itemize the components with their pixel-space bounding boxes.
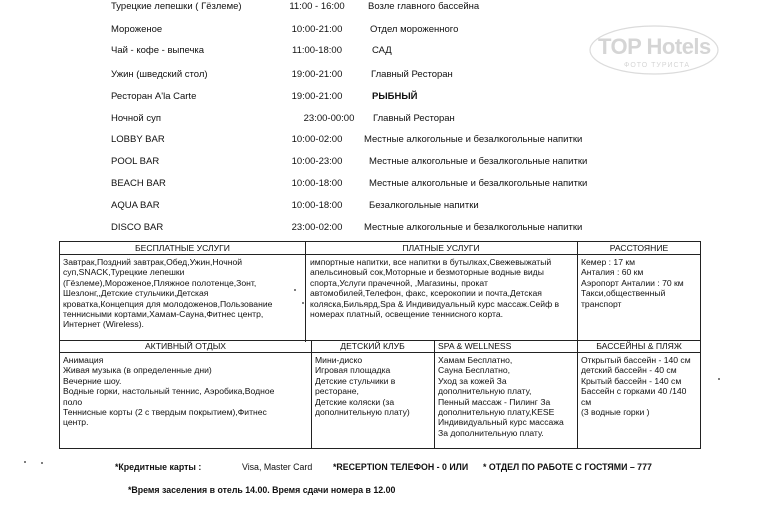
schedule-item-place: Местные алкогольные и безалкогольные напитки (364, 134, 583, 145)
schedule-row (0, 178, 760, 196)
list-item: автомобилей,Телефон, факс, ксерокопии и почта,Детская (310, 288, 542, 299)
schedule-item-name: POOL BAR (111, 156, 160, 167)
schedule-item-place: Главный Ресторан (371, 69, 453, 80)
checkin-checkout-note: *Время заселения в отель 14.00. Время сдачи номера в 12.00 (128, 485, 396, 495)
list-item: импортные напитки, все напитки в бутылках,Свежевыжатый (310, 257, 552, 267)
scan-speck (24, 461, 26, 463)
schedule-item-name: Ресторан A'la Carte (111, 91, 197, 102)
schedule-item-time: 10:00-18:00 (291, 200, 343, 211)
schedule-item-time: 23:00-02:00 (291, 222, 343, 233)
kids-club-header: ДЕТСКИЙ КЛУБ (340, 341, 405, 351)
list-item: Открытый бассейн - 140 см (581, 355, 691, 365)
free-services-header: БЕСПЛАТНЫЕ УСЛУГИ (135, 243, 230, 253)
list-item: центр. (63, 417, 89, 428)
schedule-item-name: BEACH BAR (111, 178, 166, 189)
schedule-item-place: САД (372, 45, 392, 56)
schedule-item-time: 11:00-18:00 (291, 45, 342, 56)
list-item: Бассейн с горками 40 /140 см (581, 386, 687, 407)
list-item: Вечерние шоу. (63, 375, 122, 386)
list-item: спорта,Услуги прачечной, ,Магазины, прокат (310, 277, 488, 288)
list-item: коляска,Бильярд,Spa & Индивидуальный курс массаж.Сейф в (310, 298, 560, 309)
watermark-title: TOP Hotels (598, 34, 711, 59)
list-item: Индивидуальный курс массажа (438, 417, 564, 428)
tophotels-watermark (586, 22, 722, 82)
footer-notes (0, 458, 760, 510)
list-item: Уход за кожей За (438, 375, 507, 386)
schedule-item-name: Чай - кофе - выпечка (111, 45, 205, 56)
list-item: ресторане, (315, 386, 359, 397)
schedule-item-place: Местные алкогольные и безалкогольные напитки (369, 156, 588, 167)
scan-speck (294, 289, 296, 291)
spa-header: SPA & WELLNESS (438, 341, 512, 351)
schedule-item-name: DISCO BAR (111, 222, 164, 233)
schedule-item-time: 10:00-18:00 (291, 178, 343, 189)
schedule-item-time: 19:00-21:00 (291, 91, 343, 102)
list-item: теннисными кортами,Хамам-Сауна,Фитнес центр, (63, 309, 264, 320)
list-item: Шезлонг,,Детские стульчики,Детская (63, 288, 209, 299)
list-item: Крытый бассейн - 140 см (581, 375, 682, 386)
schedule-row (0, 1, 760, 19)
schedule-item-time: 23:00-00:00 (303, 113, 355, 124)
list-item: дополнительную плату) (315, 407, 410, 418)
list-item: Анимация (63, 355, 104, 365)
scan-speck (718, 378, 720, 380)
schedule-item-name: Ночной суп (111, 113, 162, 124)
schedule-item-place: Безалкогольные напитки (369, 200, 479, 211)
kids-club-list (312, 353, 434, 419)
list-item: кроватка,Концепция для молодоженов,Пользование (63, 298, 273, 309)
watermark-subtitle: ФОТО ТУРИСТА (624, 62, 691, 69)
list-item: Детские стульчики в (315, 375, 396, 386)
schedule-item-time: 10:00-21:00 (291, 24, 343, 35)
schedule-item-time: 10:00-02:00 (291, 134, 343, 145)
list-item: (3 водные горки ) (581, 407, 650, 418)
credit-cards-label: *Кредитные карты : (115, 462, 202, 472)
list-item: Сауна Бесплатно, (438, 365, 511, 376)
list-item: Пенный массаж - Пилинг За (438, 396, 551, 407)
schedule-row (0, 91, 760, 109)
list-item: (Гёзлеме),Мороженое,Пляжное полотенце,Зонт, (63, 277, 257, 288)
schedule-row (0, 113, 760, 131)
list-item: апельсиновый сок,Моторные и безмоторные водные виды (310, 267, 544, 278)
schedule-item-place: Возле главного бассейна (368, 1, 480, 12)
schedule-item-time: 11:00 - 16:00 (289, 1, 345, 12)
distance-list (578, 255, 701, 311)
paid-services-list (307, 255, 577, 321)
pools-header: БАССЕЙНЫ & ПЛЯЖ (596, 341, 682, 351)
guest-relations-phone: * ОТДЕЛ ПО РАБОТЕ С ГОСТЯМИ – 777 (483, 462, 652, 472)
free-services-list (60, 255, 305, 332)
spa-list (435, 353, 577, 440)
schedule-item-name: Мороженое (111, 24, 163, 35)
schedule-row (0, 156, 760, 174)
list-item: Завтрак,Поздний завтрак,Обед,Ужин,Ночной (63, 257, 243, 267)
list-item: дополнительную плату,KESE (438, 407, 555, 418)
schedule-item-time: 10:00-23:00 (291, 156, 343, 167)
list-item: номерах платный, освещение теннисного корта. (310, 309, 504, 320)
active-rest-header: АКТИВНЫЙ ОТДЫХ (144, 341, 227, 351)
list-item: Хамам Бесплатно, (438, 355, 513, 365)
list-item: Мини-диско (315, 355, 363, 365)
schedule-item-name: LOBBY BAR (111, 134, 165, 145)
list-item: транспорт (581, 298, 622, 309)
schedule-row (0, 222, 760, 240)
active-rest-list (60, 353, 311, 430)
distance-header: РАССТОЯНИЕ (609, 243, 669, 253)
paid-services-header: ПЛАТНЫЕ УСЛУГИ (402, 243, 480, 253)
pools-list (578, 353, 701, 419)
list-item: Детские коляски (за (315, 396, 395, 407)
list-item: Интернет (Wireless). (63, 319, 144, 330)
scan-speck (41, 462, 43, 464)
list-item: Кемер : 17 км (581, 257, 636, 267)
schedule-item-place: Главный Ресторан (373, 113, 455, 124)
services-table (59, 241, 701, 449)
schedule-row (0, 134, 760, 152)
schedule-item-place: РЫБНЫЙ (372, 91, 418, 102)
schedule-item-place: Местные алкогольные и безалкогольные напитки (364, 222, 583, 233)
list-item: суп,SNACK,Турецкие лепешки (63, 267, 185, 278)
list-item: За дополнительную плату. (438, 427, 544, 438)
list-item: Живая музыка (в определенные дни) (63, 365, 212, 376)
schedule-item-place: Местные алкогольные и безалкогольные напитки (369, 178, 588, 189)
schedule-row (0, 200, 760, 218)
list-item: Теннисные корты (2 с твердым покрытием),Фитнес (63, 407, 267, 418)
list-item: Игровая площадка (315, 365, 391, 376)
list-item: Аэропорт Анталии : 70 км (581, 277, 684, 288)
list-item: Такси,общественный (581, 288, 666, 299)
list-item: дополнительную плату, (438, 386, 532, 397)
list-item: Анталия : 60 км (581, 267, 644, 278)
schedule-item-place: Отдел мороженного (370, 24, 459, 35)
credit-cards-value: Visa, Master Card (242, 462, 313, 472)
list-item: поло (63, 396, 83, 407)
schedule-item-time: 19:00-21:00 (291, 69, 343, 80)
reception-phone: *RECEPTION ТЕЛЕФОН - 0 ИЛИ (333, 462, 469, 472)
scan-speck (302, 302, 304, 304)
list-item: Водные горки, настольный теннис, Аэробика,Водное (63, 386, 275, 397)
schedule-item-name: AQUA BAR (111, 200, 160, 211)
schedule-item-name: Турецкие лепешки ( Гёзлеме) (111, 1, 242, 12)
schedule-item-name: Ужин (шведский стол) (111, 69, 208, 80)
list-item: детский бассейн - 40 см (581, 365, 677, 376)
